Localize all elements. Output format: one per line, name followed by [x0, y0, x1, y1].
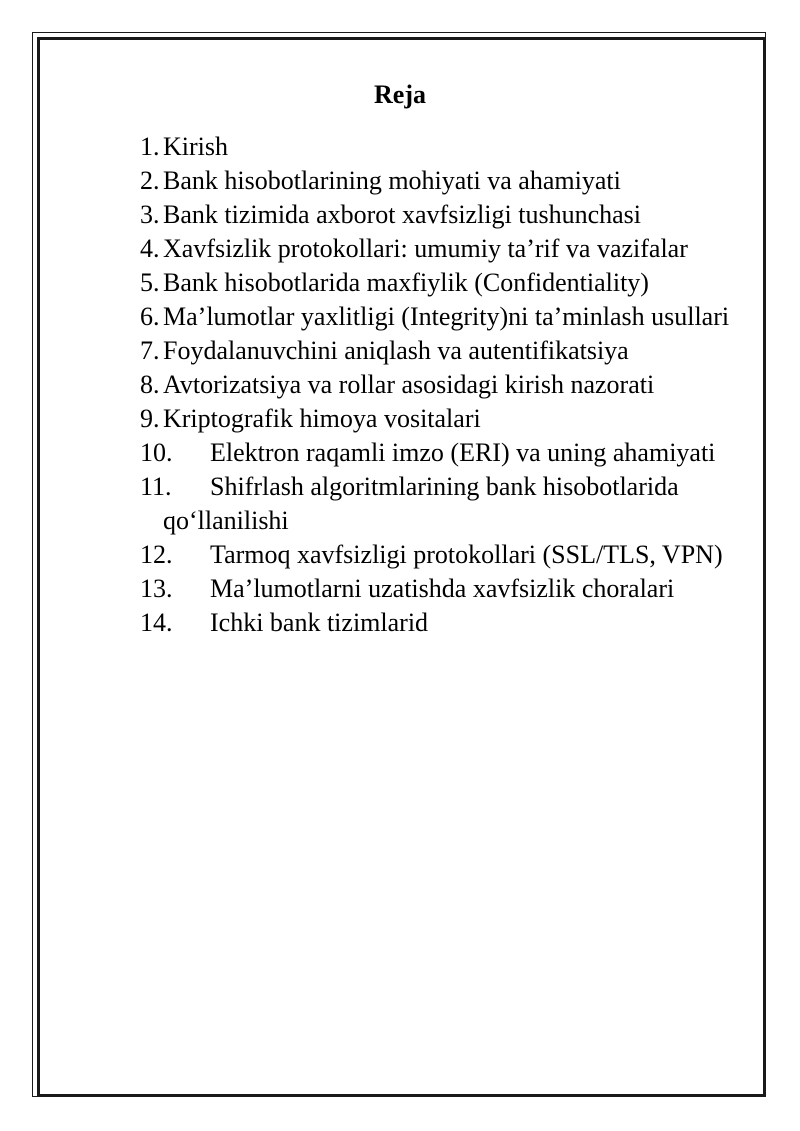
toc-item-text: Kriptografik himoya vositalari	[163, 404, 481, 433]
toc-item-number: 8.	[140, 370, 160, 399]
toc-item-text: Ma’lumotlarni uzatishda xavfsizlik choralari	[210, 574, 675, 603]
toc-item-text: Kirish	[163, 132, 228, 161]
toc-item-text: Shifrlash algoritmlarining bank hisobotlarida qo‘llanilishi	[163, 472, 679, 535]
toc-item-number: 7.	[140, 336, 160, 365]
toc-item-text: Bank tizimida axborot xavfsizligi tushunchasi	[163, 200, 642, 229]
toc-item-text: Foydalanuvchini aniqlash va autentifikatsiya	[163, 336, 629, 365]
toc-item	[140, 300, 752, 334]
toc-item	[140, 266, 752, 300]
toc-item	[140, 130, 752, 164]
toc-item-number: 5.	[140, 268, 160, 297]
table-of-contents	[140, 130, 752, 640]
toc-item	[140, 232, 752, 266]
toc-item	[140, 436, 752, 470]
toc-item	[140, 334, 752, 368]
toc-item	[140, 606, 752, 640]
toc-item-number: 2.	[140, 166, 160, 195]
toc-item-number: 10.	[140, 438, 173, 467]
toc-item-number: 4.	[140, 234, 160, 263]
toc-item-number: 1.	[140, 132, 160, 161]
toc-item-text: Elektron raqamli imzo (ERI) va uning ahamiyati	[210, 438, 716, 467]
toc-item	[140, 538, 752, 572]
toc-item-number: 3.	[140, 200, 160, 229]
toc-item-number: 12.	[140, 540, 173, 569]
toc-item-number: 9.	[140, 404, 160, 433]
page-title: Reja	[374, 80, 426, 109]
toc-item	[140, 470, 752, 538]
toc-item-number: 14.	[140, 608, 173, 637]
toc-item	[140, 368, 752, 402]
toc-item	[140, 572, 752, 606]
toc-item	[140, 164, 752, 198]
toc-item-text: Avtorizatsiya va rollar asosidagi kirish nazorati	[163, 370, 655, 399]
toc-item	[140, 402, 752, 436]
toc-item-text: Bank hisobotlarida maxfiylik (Confidentiality)	[163, 268, 649, 297]
toc-item-text: Xavfsizlik protokollari: umumiy ta’rif va vazifalar	[163, 234, 688, 263]
toc-item-number: 6.	[140, 302, 160, 331]
toc-item-number: 11.	[140, 472, 172, 501]
toc-item-number: 13.	[140, 574, 173, 603]
toc-item	[140, 198, 752, 232]
toc-item-text: Tarmoq xavfsizligi protokollari (SSL/TLS, VPN)	[210, 540, 723, 569]
toc-item-text: Bank hisobotlarining mohiyati va ahamiyati	[163, 166, 621, 195]
toc-item-text: Ma’lumotlar yaxlitligi (Integrity)ni ta’minlash usullari	[163, 302, 730, 331]
toc-item-text: Ichki bank tizimlarid	[210, 608, 429, 637]
